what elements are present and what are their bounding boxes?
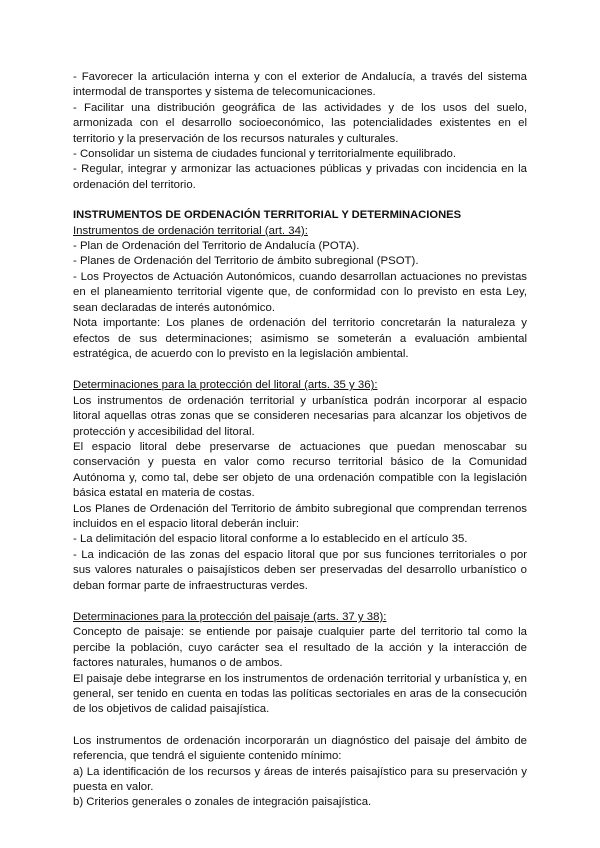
- list-item: - Los Proyectos de Actuación Autonómicos, cuando desarrollan actuaciones no previstas en el planeamiento territorial vigente que, de conformidad con lo previsto en esta Ley, sean declaradas de interés autonómico.: [73, 270, 527, 314]
- paragraph: Los Planes de Ordenación del Territorio de ámbito subregional que comprendan terrenos incluidos en el espacio litoral deberán incluir:: [73, 502, 527, 530]
- list-item: - Planes de Ordenación del Territorio de ámbito subregional (PSOT).: [73, 255, 419, 268]
- paragraph: - Regular, integrar y armonizar las actuaciones públicas y privadas con incidencia en la ordenación del territorio.: [73, 163, 527, 191]
- paragraph: - Facilitar una distribución geográfica de las actividades y de los usos del suelo, armonizada con el desarrollo socioeconómico, las potencialidades existentes en el territorio y la preservación de los recursos naturales y culturales.: [73, 101, 527, 145]
- subsection-title-paisaje: Determinaciones para la protección del paisaje (arts. 37 y 38):: [73, 611, 387, 623]
- spacer: [73, 594, 527, 610]
- paragraph: El paisaje debe integrarse en los instrumentos de ordenación territorial y urbanística y, en general, ser tenido en cuenta en todas las políticas sectoriales en aras de la consecución de los objetivos de calidad paisajística.: [73, 672, 527, 716]
- spacer: [73, 193, 527, 208]
- list-item: - La delimitación del espacio litoral conforme a lo establecido en el artículo 35.: [73, 533, 468, 546]
- section-heading: INSTRUMENTOS DE ORDENACIÓN TERRITORIAL Y DETERMINACIONES: [73, 209, 462, 222]
- subsection-title-litoral: Determinaciones para la protección del litoral (arts. 35 y 36):: [73, 379, 378, 392]
- paragraph: Los instrumentos de ordenación territorial y urbanística podrán incorporar al espacio litoral aquellas otras zonas que se consideren necesarias para alcanzar los objetivos de protección y accesibilidad del litoral.: [73, 394, 527, 438]
- spacer: [73, 362, 527, 378]
- paragraph: - Favorecer la articulación interna y con el exterior de Andalucía, a través del sistema intermodal de transportes y sistema de telecomunicaciones.: [73, 71, 527, 99]
- paragraph: Los instrumentos de ordenación incorporarán un diagnóstico del paisaje del ámbito de referencia, que tendrá el siguiente contenido mínimo:: [73, 734, 527, 763]
- paragraph: El espacio litoral debe preservarse de actuaciones que puedan menoscabar su conservación y puesta en valor como recurso territorial básico de la Comunidad Autónoma y, como tal, debe ser objeto de una ordenación compatible con la legislación básica estatal en materia de costas.: [73, 440, 527, 500]
- subsection-title-instrumentos: Instrumentos de ordenación territorial (art. 34):: [73, 224, 308, 237]
- paragraph: Concepto de paisaje: se entiende por paisaje cualquier parte del territorio tal como la percibe la población, cuyo carácter sea el resultado de la acción y la interacción de factores naturales, humanos o de ambos.: [73, 626, 527, 670]
- paragraph: - Consolidar un sistema de ciudades funcional y territorialmente equilibrado.: [73, 148, 457, 161]
- list-item: - Plan de Ordenación del Territorio de Andalucía (POTA).: [73, 240, 360, 253]
- spacer: [73, 718, 527, 734]
- note-paragraph: Nota importante: Los planes de ordenación del territorio concretarán la naturaleza y efectos de sus determinaciones; asimismo se someterán a evaluación ambiental estratégica, de acuerdo con lo previsto en la legislación ambiental.: [73, 317, 527, 360]
- list-item: - La indicación de las zonas del espacio litoral que por sus funciones territoriales o por sus valores naturales o paisajísticos deben ser preservadas del desarrollo urbanístico o deban formar parte de infraestructuras verdes.: [73, 548, 527, 592]
- list-item: a) La identificación de los recursos y áreas de interés paisajístico para su preservación y puesta en valor.: [73, 765, 527, 794]
- list-item: b) Criterios generales o zonales de integración paisajística.: [73, 796, 372, 809]
